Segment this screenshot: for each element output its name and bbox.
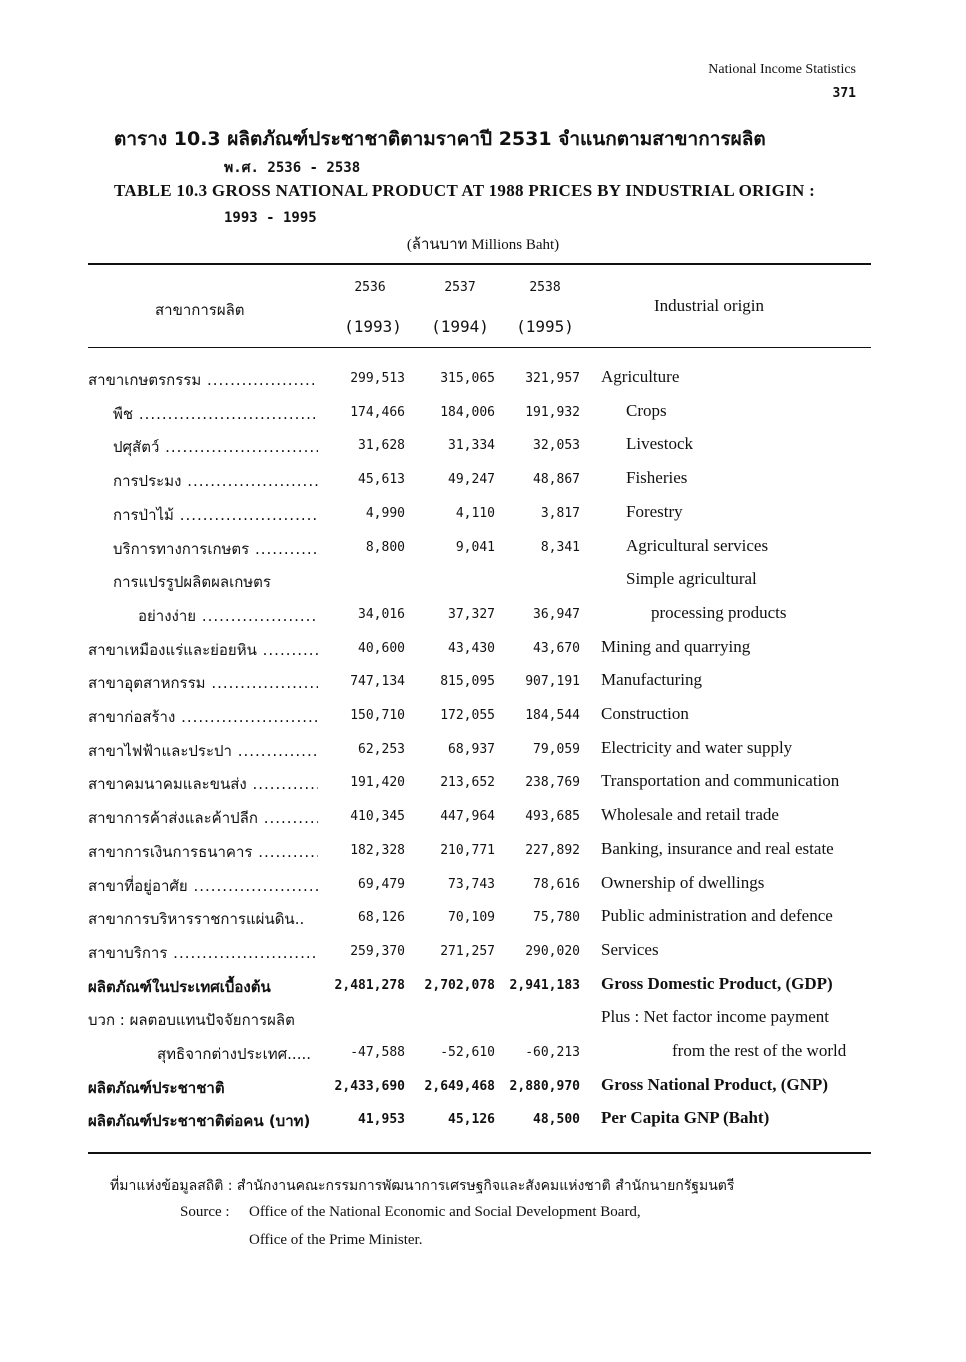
row-label-english: Fisheries	[626, 468, 688, 488]
row-value-2: 184,006	[440, 404, 495, 420]
row-value-2: 49,247	[448, 472, 495, 488]
row-label-thai: สาขาบริการ .....	[88, 941, 318, 965]
table-row	[0, 836, 966, 870]
row-label-english: Services	[601, 939, 659, 959]
row-value-2: 172,055	[440, 708, 495, 723]
row-value-1: 182,328	[350, 842, 405, 858]
row-value-2: 73,743	[448, 876, 495, 892]
row-label-english: Gross National Product, (GNP)	[601, 1074, 828, 1094]
row-value-1: 299,513	[350, 371, 405, 386]
row-label-thai: ปศุสัตว์ .....	[113, 435, 318, 459]
table-row	[0, 1004, 966, 1038]
row-value-2: 815,095	[440, 674, 495, 690]
row-value-3: 3,817	[540, 505, 580, 521]
row-label-thai: ผลิตภัณฑ์ประชาชาติ	[88, 1078, 225, 1097]
row-value-3: 79,059	[533, 741, 580, 757]
row-label-thai: ผลิตภัณฑ์ประชาชาติต่อคน (บาท)	[88, 1112, 311, 1131]
row-label-english: Ownership of dwellings	[601, 872, 765, 892]
source-label: Source :	[180, 1204, 230, 1220]
table-title-english: TABLE 10.3 GROSS NATIONAL PRODUCT AT 1988 PRICES BY INDUSTRIAL ORIGIN :	[114, 181, 816, 200]
row-label-thai: สุทธิจากต่างประเทศ.....	[157, 1045, 311, 1063]
row-value-3: 48,867	[533, 472, 580, 488]
row-label-thai: บวก : ผลตอบแทนปัจจัยการผลิต	[88, 1011, 295, 1030]
row-label-english: Livestock	[626, 434, 694, 454]
row-value-2: 4,110	[455, 505, 495, 521]
row-value-3: 75,780	[533, 910, 580, 926]
row-value-3: 227,892	[525, 842, 580, 858]
row-label-english: Electricity and water supply	[601, 737, 793, 757]
table-row	[0, 1072, 966, 1106]
table-row	[0, 1105, 966, 1139]
row-label-thai: การประมง .....	[113, 469, 318, 493]
col-header-year-be: 2537	[444, 280, 476, 295]
row-label-english: Manufacturing	[601, 670, 703, 690]
table-row	[0, 364, 966, 398]
row-value-1: -47,588	[350, 1045, 405, 1060]
row-label-thai: สาขาเกษตรกรรม .....	[88, 368, 318, 392]
table-period-english: 1993 - 1995	[224, 210, 317, 226]
table-row	[0, 1038, 966, 1072]
table-row	[0, 937, 966, 971]
row-value-1: 8,800	[365, 539, 405, 555]
row-value-2: 210,771	[440, 842, 495, 858]
row-value-1: 191,420	[350, 775, 405, 791]
row-label-thai: สาขาการค้าส่งและค้าปลีก .....	[88, 806, 318, 830]
row-value-3: 290,020	[525, 943, 580, 959]
row-value-1: 174,466	[350, 404, 405, 420]
table-row	[0, 802, 966, 836]
row-value-1: 2,433,690	[334, 1078, 405, 1094]
row-label-english: Transportation and communication	[601, 771, 840, 791]
row-value-2: 213,652	[440, 775, 495, 791]
row-value-1: 31,628	[358, 438, 405, 454]
row-value-1: 259,370	[350, 943, 405, 959]
row-label-english: Gross Domestic Product, (GDP)	[601, 973, 833, 993]
row-value-1: 68,126	[358, 910, 405, 926]
table-row	[0, 903, 966, 937]
row-label-english: from the rest of the world	[672, 1041, 847, 1060]
row-value-3: 2,941,183	[509, 977, 580, 993]
table-row	[0, 667, 966, 701]
row-value-2: 43,430	[448, 640, 495, 656]
row-value-2: 45,126	[448, 1112, 495, 1128]
row-label-thai: การแปรรูปผลิตผลเกษตร	[113, 573, 271, 592]
row-value-3: 36,947	[533, 606, 580, 622]
row-label-english: Per Capita GNP (Baht)	[601, 1108, 770, 1128]
row-label-english: Plus : Net factor income payment	[601, 1007, 830, 1027]
row-label-thai: การป่าไม้ .....	[113, 503, 318, 527]
row-label-thai: สาขาก่อสร้าง .....	[88, 705, 318, 729]
col-header-year-be: 2536	[354, 280, 386, 295]
table-row	[0, 870, 966, 904]
row-value-1: 150,710	[350, 708, 405, 723]
row-label-thai: สาขาคมนาคมและขนส่ง .....	[88, 772, 318, 796]
row-label-english: Agricultural services	[626, 535, 769, 555]
row-label-thai: สาขาการเงินการธนาคาร .....	[88, 840, 318, 864]
table-row	[0, 566, 966, 600]
source-line-1: Office of the National Economic and Social Development Board,	[249, 1204, 641, 1220]
table-row	[0, 499, 966, 533]
row-value-3: 191,932	[525, 404, 580, 420]
row-value-2: -52,610	[440, 1045, 495, 1060]
row-value-3: 48,500	[533, 1112, 580, 1128]
table-period-thai: พ.ศ. 2536 - 2538	[224, 160, 361, 176]
row-label-english: Mining and quarrying	[601, 636, 751, 656]
row-value-1: 747,134	[350, 674, 405, 690]
row-label-english: Agriculture	[601, 367, 680, 386]
table-row	[0, 971, 966, 1005]
row-label-english: Wholesale and retail trade	[601, 805, 779, 825]
row-value-1: 2,481,278	[334, 977, 405, 993]
table-row	[0, 398, 966, 432]
row-value-1: 34,016	[358, 606, 405, 622]
row-label-thai: บริการทางการเกษตร .....	[113, 537, 318, 561]
row-label-english: Forestry	[626, 501, 683, 521]
header-industry-english: Industrial origin	[654, 296, 765, 315]
col-header-year-ce: (1994)	[431, 317, 489, 336]
row-label-english: processing products	[651, 602, 787, 622]
row-value-1: 410,345	[350, 809, 405, 825]
header-bottom-rule	[88, 347, 871, 348]
page-number: 371	[832, 86, 856, 101]
row-value-2: 31,334	[448, 438, 495, 454]
source-thai: ที่มาแห่งข้อมูลสถิติ : สำนักงานคณะกรรมการพัฒนาการเศรษฐกิจและสังคมแห่งชาติ สำนักนายกรัฐมนตรี	[110, 1178, 735, 1194]
row-label-english: Crops	[626, 400, 667, 420]
table-top-rule	[88, 263, 871, 265]
row-value-3: 907,191	[525, 674, 580, 690]
col-header-year-ce: (1993)	[344, 317, 402, 336]
row-label-english: Public administration and defence	[601, 906, 833, 926]
col-header-year-ce: (1995)	[516, 317, 574, 336]
table-title-thai: ตาราง 10.3 ผลิตภัณฑ์ประชาชาติตามราคาปี 2531 จำแนกตามสาขาการผลิต	[114, 128, 766, 150]
row-value-2: 2,649,468	[424, 1078, 495, 1094]
row-value-1: 40,600	[358, 640, 405, 656]
col-header-year-be: 2538	[529, 280, 561, 295]
row-value-3: 184,544	[525, 708, 580, 723]
row-value-1: 62,253	[358, 741, 405, 757]
row-value-2: 68,937	[448, 741, 495, 757]
row-label-thai: ผลิตภัณฑ์ในประเทศเบื้องต้น	[88, 977, 271, 996]
unit-label: (ล้านบาท Millions Baht)	[406, 237, 560, 253]
row-label-thai: สาขาที่อยู่อาศัย .....	[88, 874, 318, 898]
source-line-2: Office of the Prime Minister.	[249, 1232, 423, 1248]
header-industry-thai: สาขาการผลิต	[155, 301, 245, 319]
row-label-thai: สาขาไฟฟ้าและประปา .....	[88, 739, 318, 763]
table-row	[0, 533, 966, 567]
row-value-2: 37,327	[448, 606, 495, 622]
row-label-thai: สาขาการบริหารราชการแผ่นดิน..	[88, 910, 305, 929]
table-row	[0, 768, 966, 802]
row-value-3: 43,670	[533, 640, 580, 656]
row-value-3: 32,053	[533, 438, 580, 454]
table-row	[0, 634, 966, 668]
table-bottom-rule	[88, 1152, 871, 1154]
row-label-thai: สาขาเหมืองแร่และย่อยหิน .....	[88, 638, 318, 662]
row-value-3: 8,341	[540, 539, 580, 555]
row-label-thai: อย่างง่าย .....	[138, 604, 318, 628]
row-label-english: Construction	[601, 704, 689, 723]
table-row	[0, 600, 966, 634]
row-value-2: 70,109	[448, 910, 495, 926]
row-label-thai: พืช .....	[113, 402, 318, 426]
table-row	[0, 465, 966, 499]
row-value-3: 2,880,970	[509, 1078, 580, 1094]
row-value-3: 78,616	[533, 876, 580, 892]
row-value-3: 493,685	[525, 809, 580, 825]
row-value-3: 238,769	[525, 775, 580, 791]
row-label-english: Simple agricultural	[626, 569, 757, 589]
row-value-2: 2,702,078	[424, 977, 495, 993]
row-value-1: 4,990	[365, 505, 405, 521]
row-value-3: 321,957	[525, 371, 580, 386]
row-value-2: 271,257	[440, 943, 495, 959]
row-label-english: Banking, insurance and real estate	[601, 838, 834, 858]
row-label-thai: สาขาอุตสาหกรรม .....	[88, 671, 318, 695]
row-value-2: 447,964	[440, 809, 495, 825]
row-value-2: 9,041	[455, 539, 495, 555]
table-row	[0, 701, 966, 735]
row-value-1: 41,953	[358, 1112, 405, 1128]
row-value-2: 315,065	[440, 371, 495, 386]
row-value-1: 69,479	[358, 876, 405, 892]
row-value-3: -60,213	[525, 1045, 580, 1060]
running-title: National Income Statistics	[708, 62, 856, 77]
table-row	[0, 431, 966, 465]
table-row	[0, 735, 966, 769]
row-value-1: 45,613	[358, 472, 405, 488]
